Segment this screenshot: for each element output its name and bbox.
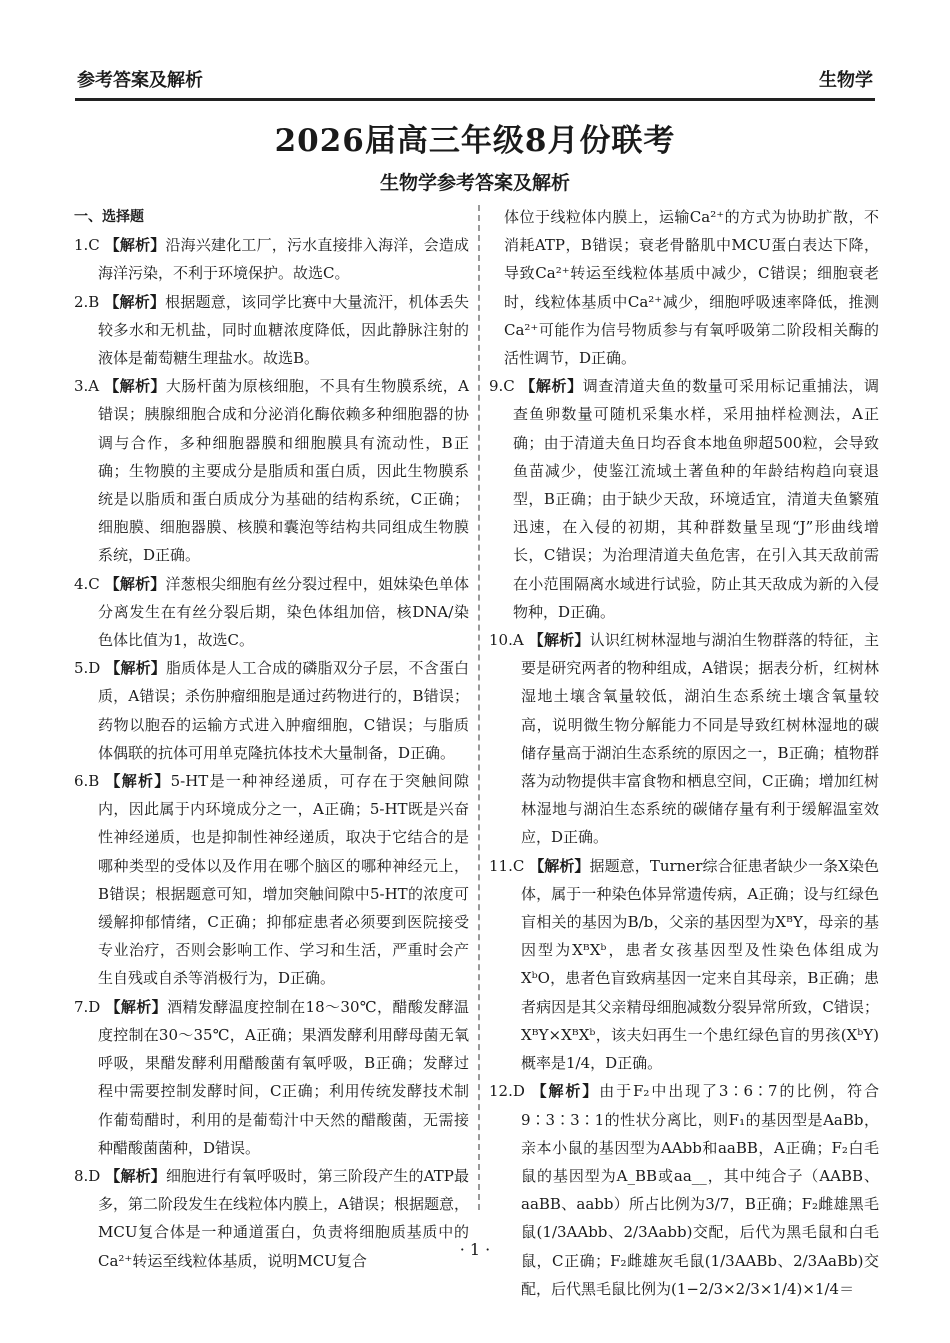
answer-item	[74, 231, 469, 287]
answer-text: 大肠杆菌为原核细胞，不具有生物膜系统，A错误；胰腺细胞合成和分泌消化酶依赖多种细胞器的协调与合作，多种细胞器膜和细胞膜具有流动性，B正确；生物膜的主要成分是脂质和蛋白质，因此生物膜系统是以脂质和蛋白质成分为基础的结构系统，C正确；细胞膜、细胞器膜、核膜和囊泡等结构共同组成生物膜系统，D正确。	[98, 377, 469, 565]
page-title: 2026届高三年级8月份联考	[274, 123, 676, 159]
answer-number: 7.D	[74, 997, 106, 1016]
answer-number: 3.A	[74, 377, 105, 396]
answer-number: 8.D	[74, 1166, 106, 1185]
answer-number: 12.D	[489, 1082, 532, 1101]
answer-item	[489, 626, 879, 852]
analysis-tag: 【解析】	[105, 1166, 166, 1185]
section-heading: 一、选择题	[74, 209, 144, 225]
left-answer-list	[74, 231, 469, 1275]
column-divider	[478, 205, 480, 1210]
answer-text: 酒精发酵温度控制在18～30℃，醋酸发酵温度控制在30～35℃，A正确；果酒发酵利用酵母菌无氧呼吸，果醋发酵利用醋酸菌有氧呼吸，B正确；发酵过程中需要控制发酵时间，C正确；利用传统发酵技术制作葡萄醋时，利用的是葡萄汁中天然的醋酸菌，无需接种醋酸菌菌种，D错误。	[98, 997, 469, 1157]
right-column	[489, 203, 879, 1303]
answer-number: 4.C	[74, 574, 105, 593]
analysis-tag: 【解析】	[520, 377, 583, 396]
answer-text: 由于F₂中出现了3∶6∶7的比例，符合9∶3∶3∶1的性状分离比，则F₁的基因型是AaBb，亲本小鼠的基因型为AAbb和aaBB，A正确；F₂白毛鼠的基因型为A_BB或aa__，其中纯合子（AABB、aaBB、aabb）所占比例为3/7，B正确；F₂雌雄黑毛鼠(1/3AAbb、2/3Aabb)交配，后代为黑毛鼠和白毛鼠，C正确；F₂雌雄灰毛鼠(1/3AABb、2/3AaBb)交配，后代黑毛鼠比例为(1−2/3×2/3×1/4)×1/4＝	[521, 1082, 879, 1298]
analysis-tag: 【解析】	[104, 292, 166, 311]
left-column	[74, 203, 469, 1275]
analysis-tag: 【解析】	[105, 997, 168, 1016]
analysis-tag: 【解析】	[105, 659, 166, 678]
header-subject-label: 生物学	[819, 70, 873, 91]
answer-item	[489, 372, 879, 626]
answer-continuation: 体位于线粒体内膜上，运输Ca²⁺的方式为协助扩散，不消耗ATP，B错误；衰老骨骼肌中MCU蛋白表达下降，导致Ca²⁺转运至线粒体基质中减少，C错误；细胞衰老时，线粒体基质中Ca²⁺减少，细胞呼吸速率降低，推测Ca²⁺可能作为信号物质参与有氧呼吸第二阶段相关酶的活性调节，D正确。	[504, 208, 879, 368]
answer-item	[74, 767, 469, 993]
analysis-tag: 【解析】	[529, 856, 590, 875]
answer-text: 沿海兴建化工厂，污水直接排入海洋，会造成海洋污染，不利于环境保护。故选C。	[98, 236, 469, 283]
analysis-tag: 【解析】	[104, 574, 166, 593]
analysis-tag: 【解析】	[528, 631, 590, 650]
answer-item	[489, 852, 879, 1078]
answer-item	[74, 570, 469, 655]
analysis-tag: 【解析】	[104, 236, 166, 255]
analysis-tag: 【解析】	[105, 772, 171, 791]
answer-text: 洋葱根尖细胞有丝分裂过程中，姐妹染色单体分离发生在有丝分裂后期，染色体组加倍，核DNA/染色体比值为1，故选C。	[98, 574, 469, 650]
page-number: · 1 ·	[459, 1240, 491, 1259]
answer-text: 脂质体是人工合成的磷脂双分子层，不含蛋白质，A错误；杀伤肿瘤细胞是通过药物进行的，B错误；药物以胞吞的运输方式进入肿瘤细胞，C错误；与脂质体偶联的抗体可用单克隆抗体技术大量制备，D正确。	[98, 659, 469, 762]
answer-item	[74, 372, 469, 569]
right-answer-list	[489, 372, 879, 1303]
answer-item	[489, 1077, 879, 1303]
answer-text: 5-HT是一种神经递质，可存在于突触间隙内，因此属于内环境成分之一，A正确；5-HT既是兴奋性神经递质，也是抑制性神经递质，取决于它结合的是哪种类型的受体以及作用在哪个脑区的哪种神经元上，B错误；根据题意可知，增加突触间隙中5-HT的浓度可缓解抑郁情绪，C正确；抑郁症患者必须要到医院接受专业治疗，否则会影响工作、学习和生活，严重时会产生自残或自杀等消极行为，D正确。	[98, 772, 469, 988]
answer-text: 据题意，Turner综合征患者缺少一条X染色体，属于一种染色体异常遗传病，A正确；设与红绿色盲相关的基因为B/b，父亲的基因型为XᴮY，母亲的基因型为XᴮXᵇ，患者女孩基因型及性染色体组成为XᵇO，患者色盲致病基因一定来自其母亲，B正确；患者病因是其父亲精母细胞减数分裂异常所致，C错误；XᴮY×XᴮXᵇ，该夫妇再生一个患红绿色盲的男孩(XᵇY)概率是1/4，D正确。	[521, 856, 879, 1073]
analysis-tag: 【解析】	[104, 377, 166, 396]
answer-number: 1.C	[74, 236, 105, 255]
answer-text: 根据题意，该同学比赛中大量流汗，机体丢失较多水和无机盐，同时血糖浓度降低，因此静脉注射的液体是葡萄糖生理盐水。故选B。	[98, 292, 469, 368]
page-subtitle: 生物学参考答案及解析	[379, 172, 570, 194]
answer-text: 调查清道夫鱼的数量可采用标记重捕法，调查鱼卵数量可随机采集水样，采用抽样检测法，A正确；由于清道夫鱼日均吞食本地鱼卵超500粒，会导致鱼苗减少，使鉴江流域土著鱼种的年龄结构趋向衰退型，B正确；由于缺少天敌，环境适宜，清道夫鱼繁殖迅速，在入侵的初期，其种群数量呈现“J”形曲线增长，C错误；为治理清道夫鱼危害，在引入其天敌前需在小范围隔离水域进行试验，防止其天敌成为新的入侵物种，D正确。	[513, 377, 879, 621]
analysis-tag: 【解析】	[531, 1082, 600, 1101]
answer-number: 2.B	[74, 292, 105, 311]
answer-number: 5.D	[74, 659, 106, 678]
answer-item	[74, 654, 469, 767]
answer-text: 认识红树林湿地与湖泊生物群落的特征，主要是研究两者的物种组成，A错误；据表分析，红树林湿地土壤含氧量较低，湖泊生态系统土壤含氧量较高，说明微生物分解能力不同是导致红树林湿地的碳储存量高于湖泊生态系统的原因之一，B正确；植物群落为动物提供丰富食物和栖息空间，C正确；增加红树林湿地与湖泊生态系统的碳储存量有利于缓解温室效应，D正确。	[521, 631, 879, 847]
header-left-label: 参考答案及解析	[77, 70, 203, 91]
answer-item	[74, 993, 469, 1162]
answer-number: 6.B	[74, 772, 106, 791]
answer-number: 10.A	[489, 631, 529, 650]
page-header	[75, 58, 875, 101]
answer-text: 细胞进行有氧呼吸时，第三阶段产生的ATP最多，第二阶段发生在线粒体内膜上，A错误；根据题意，MCU复合体是一种通道蛋白，负责将细胞质基质中的Ca²⁺转运至线粒体基质，说明MCU复合	[98, 1166, 469, 1270]
answer-item	[74, 288, 469, 373]
answer-number: 9.C	[489, 377, 521, 396]
answer-number: 11.C	[489, 856, 530, 875]
